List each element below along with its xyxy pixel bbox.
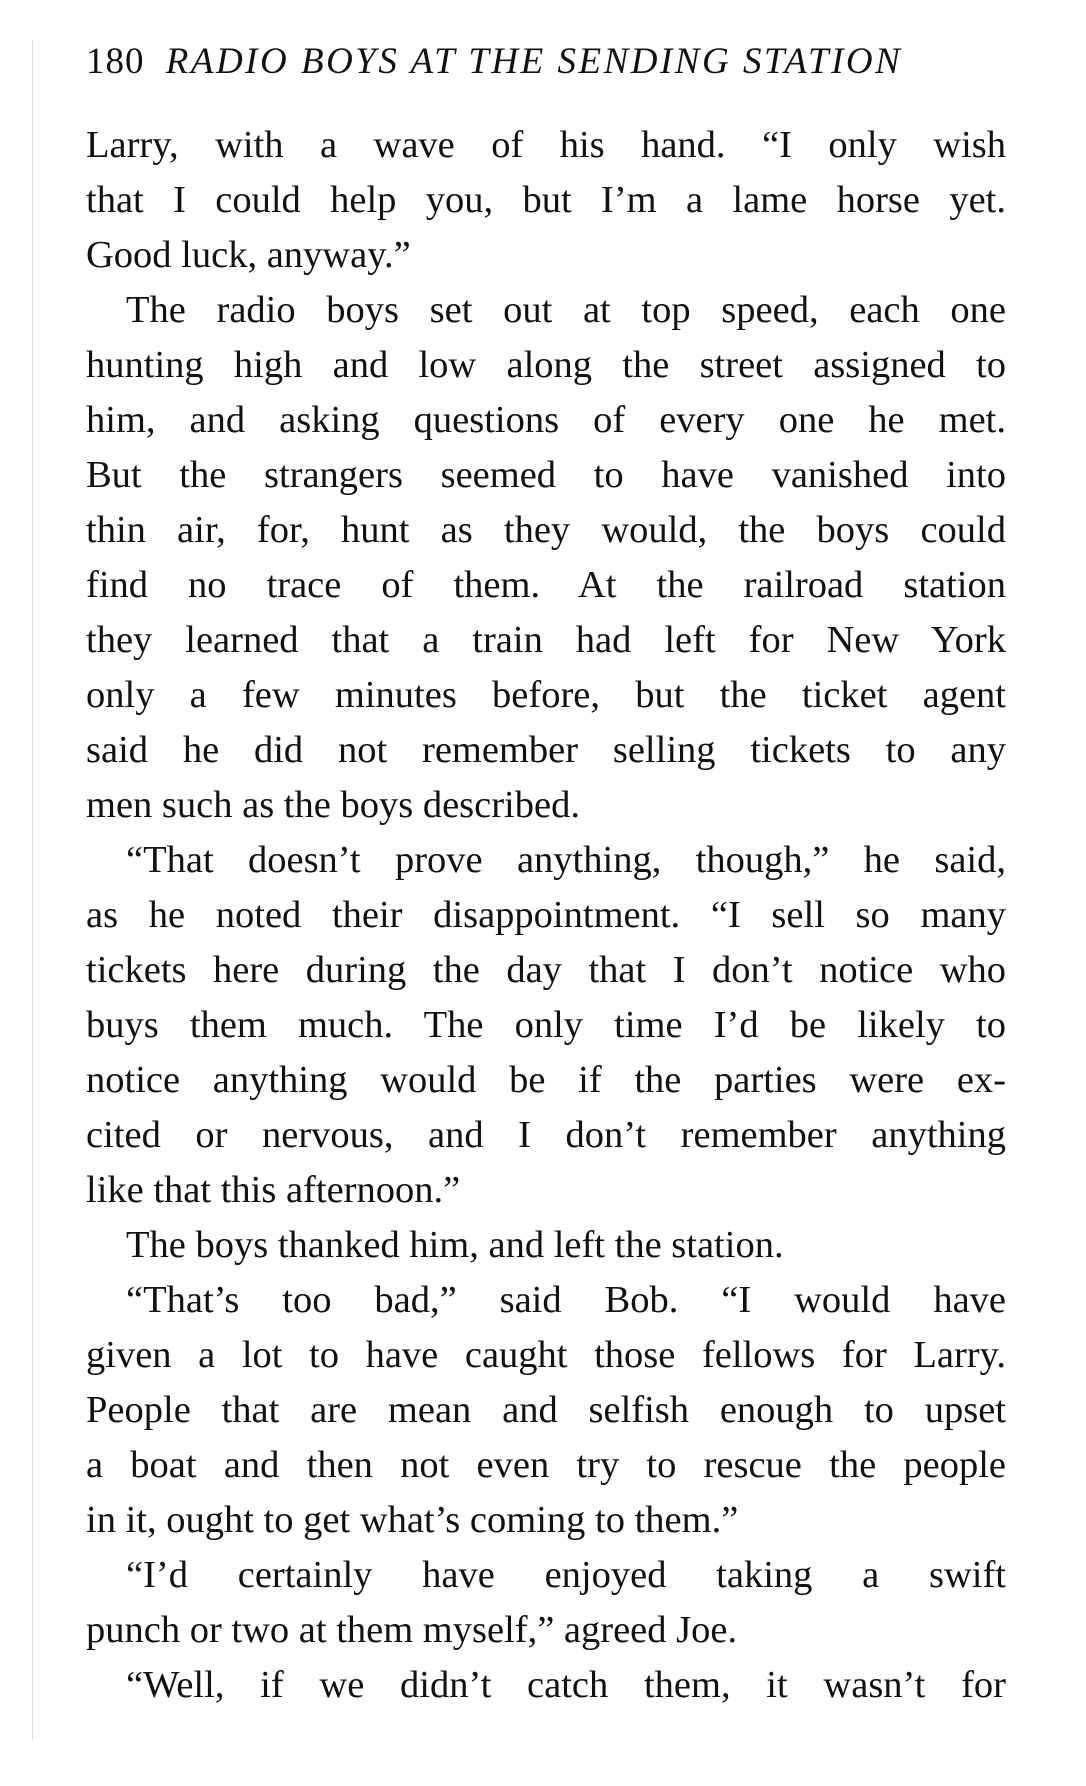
- page-edge: [32, 40, 33, 1740]
- text-line: “That’s too bad,” said Bob. “I would have: [126, 1279, 1006, 1321]
- text-line: Larry, with a wave of his hand. “I only wish: [86, 124, 1006, 166]
- text-line: punch or two at them myself,” agreed Joe.: [86, 1609, 738, 1651]
- text-line: like that this afternoon.”: [86, 1169, 461, 1211]
- text-line: men such as the boys described.: [86, 784, 580, 826]
- text-line: The radio boys set out at top speed, each one: [126, 289, 1006, 331]
- page-header: [86, 36, 1006, 88]
- text-line: hunting high and low along the street assigned to: [86, 344, 1006, 386]
- text-line: as he noted their disappointment. “I sell so many: [86, 894, 1006, 936]
- text-line: notice anything would be if the parties were ex-: [86, 1059, 1006, 1101]
- text-line: But the strangers seemed to have vanished into: [86, 454, 1006, 496]
- text-line: given a lot to have caught those fellows for Larry.: [86, 1334, 1006, 1376]
- text-line: cited or nervous, and I don’t remember anything: [86, 1114, 1006, 1156]
- text-line: him, and asking questions of every one he met.: [86, 399, 1006, 441]
- running-title: RADIO BOYS AT THE SENDING STATION: [165, 41, 903, 82]
- text-line: buys them much. The only time I’d be likely to: [86, 1004, 1006, 1046]
- text-line: “I’d certainly have enjoyed taking a swift: [126, 1554, 1006, 1596]
- text-line: a boat and then not even try to rescue the people: [86, 1444, 1006, 1486]
- body-text: [86, 118, 1006, 1713]
- text-line: that I could help you, but I’m a lame horse yet.: [86, 179, 1006, 221]
- text-line: in it, ought to get what’s coming to them.”: [86, 1499, 739, 1541]
- text-line: they learned that a train had left for New York: [86, 619, 1006, 661]
- text-line: “That doesn’t prove anything, though,” he said,: [126, 839, 1006, 881]
- text-line: Good luck, anyway.”: [86, 234, 411, 276]
- text-line: The boys thanked him, and left the station.: [126, 1224, 784, 1266]
- text-line: said he did not remember selling tickets to any: [86, 729, 1006, 771]
- page-number: 180: [86, 41, 145, 82]
- text-line: “Well, if we didn’t catch them, it wasn’t for: [126, 1664, 1006, 1706]
- text-line: only a few minutes before, but the ticket agent: [86, 674, 1006, 716]
- text-line: People that are mean and selfish enough to upset: [86, 1389, 1006, 1431]
- text-line: tickets here during the day that I don’t notice who: [86, 949, 1006, 991]
- text-line: thin air, for, hunt as they would, the boys could: [86, 509, 1006, 551]
- text-line: find no trace of them. At the railroad station: [86, 564, 1006, 606]
